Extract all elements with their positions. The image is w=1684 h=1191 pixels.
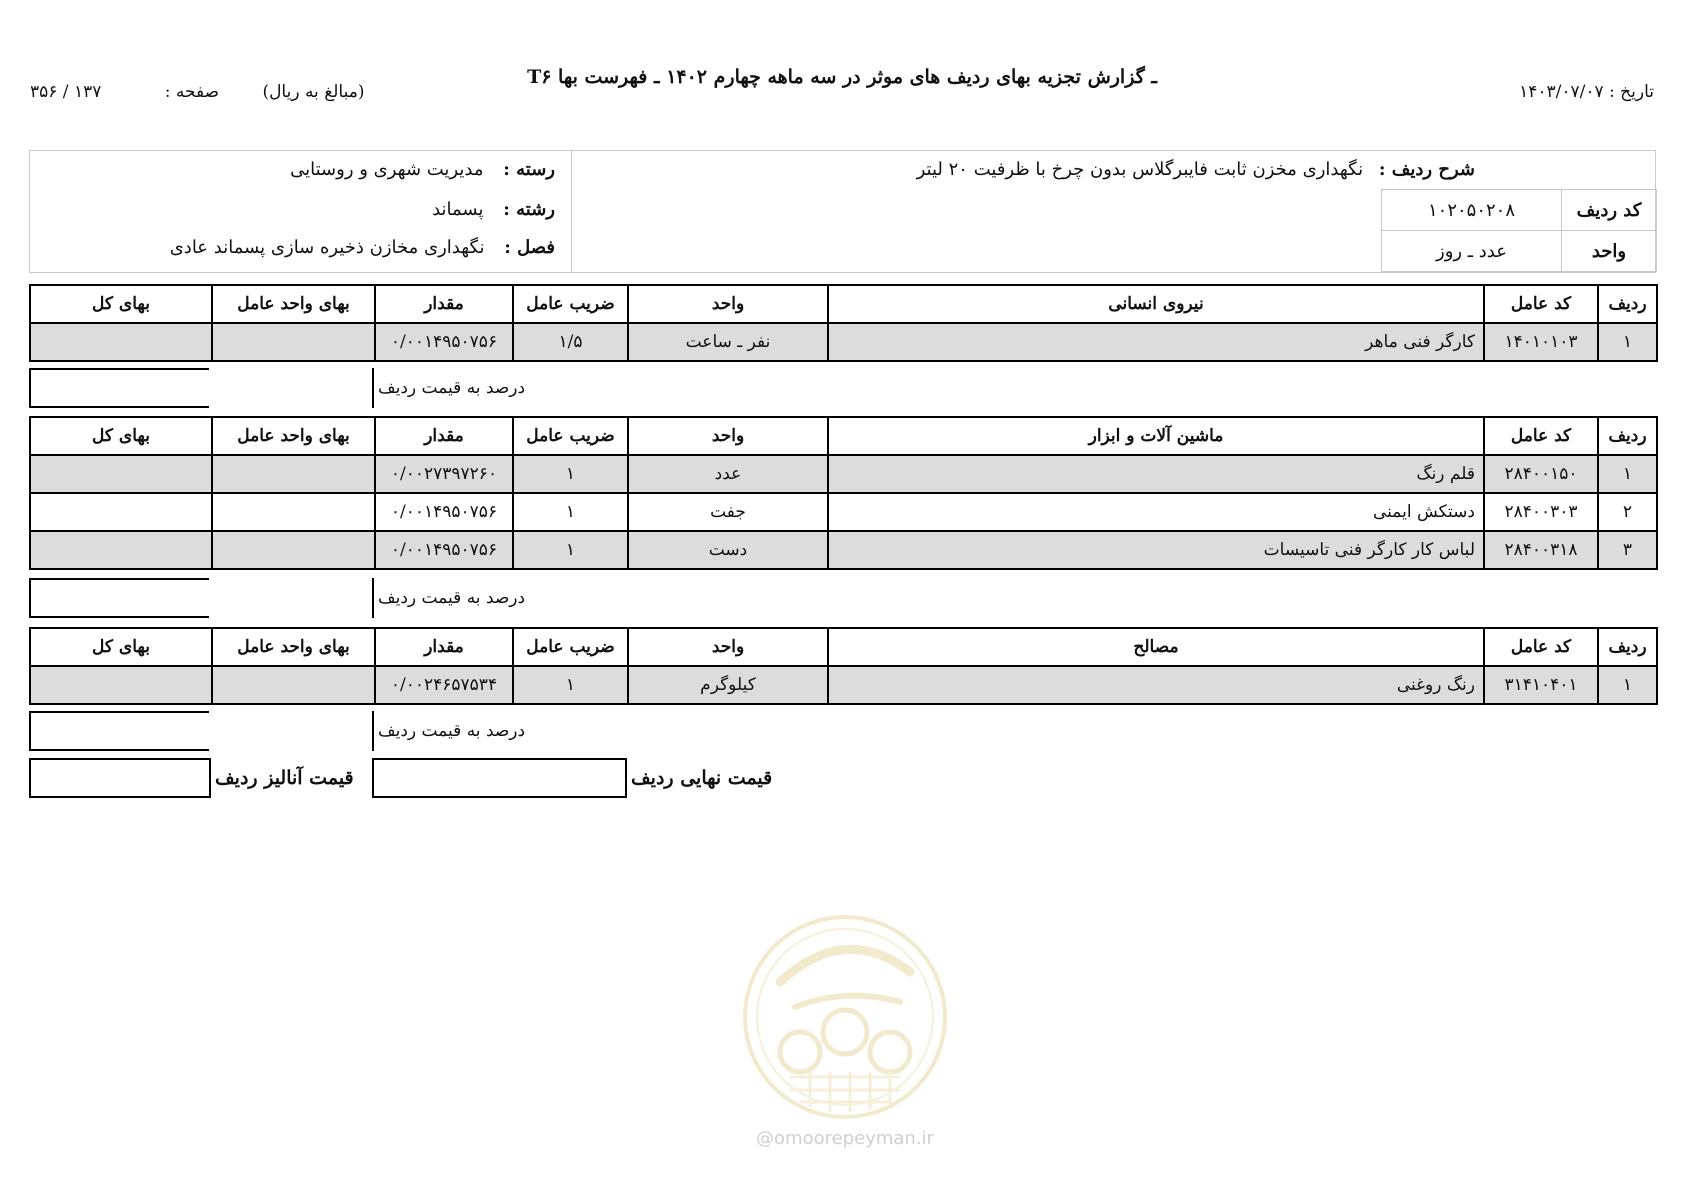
- cell-unit-price: [212, 666, 375, 704]
- col-coef: ضریب عامل: [513, 417, 628, 455]
- col-qty: مقدار: [375, 285, 513, 323]
- cell-row: ۱: [1598, 666, 1657, 704]
- table-header: [30, 285, 1657, 323]
- col-unit: واحد: [628, 628, 828, 666]
- cell-unit: دست: [628, 531, 828, 569]
- col-total: بهای کل: [30, 628, 212, 666]
- percent-label-machinery: درصد به قیمت ردیف: [378, 588, 526, 608]
- section-title: مصالح: [828, 628, 1484, 666]
- col-unit: واحد: [628, 417, 828, 455]
- page-info: [30, 82, 364, 102]
- cell-code: ۱۴۰۱۰۱۰۳: [1484, 323, 1598, 361]
- cell-unit-price: [212, 531, 375, 569]
- sum-divider-labour: [209, 368, 374, 408]
- cell-code: ۳۱۴۱۰۴۰۱: [1484, 666, 1598, 704]
- sum-divider-machinery: [209, 578, 374, 618]
- col-row: ردیف: [1598, 285, 1657, 323]
- col-code: کد عامل: [1484, 628, 1598, 666]
- section-title: ماشین آلات و ابزار: [828, 417, 1484, 455]
- chapter-label: فصل :: [504, 237, 555, 258]
- sum-box-labour: [29, 368, 211, 408]
- field-label: رشته :: [503, 199, 555, 220]
- col-code: کد عامل: [1484, 417, 1598, 455]
- cell-unit-price: [212, 455, 375, 493]
- chapter: [170, 237, 555, 258]
- page-label: صفحه :: [164, 82, 220, 102]
- chapter-value: نگهداری مخازن ذخیره سازی پسماند عادی: [169, 237, 485, 258]
- col-coef: ضریب عامل: [513, 628, 628, 666]
- cell-total: [30, 493, 212, 531]
- page-number: ۱۳۷ / ۳۵۶: [30, 82, 102, 102]
- table-row: [30, 493, 1657, 531]
- cell-row: ۳: [1598, 531, 1657, 569]
- table-header: [30, 417, 1657, 455]
- table-row: [30, 531, 1657, 569]
- cell-coef: ۱: [513, 666, 628, 704]
- sum-divider-materials: [209, 711, 374, 751]
- row-code-label: کد ردیف: [1561, 189, 1657, 231]
- col-unit-price: بهای واحد عامل: [212, 628, 375, 666]
- cell-total: [30, 666, 212, 704]
- percent-label-materials: درصد به قیمت ردیف: [378, 721, 526, 741]
- cell-total: [30, 531, 212, 569]
- cell-row: ۱: [1598, 323, 1657, 361]
- amounts-note: (مبالغ به ریال): [262, 82, 365, 102]
- row-desc-label: شرح ردیف :: [1378, 159, 1475, 180]
- cell-total: [30, 455, 212, 493]
- cell-unit-price: [212, 323, 375, 361]
- cell-coef: ۱/۵: [513, 323, 628, 361]
- analysis-price-box: [29, 758, 211, 798]
- cell-row: ۱: [1598, 455, 1657, 493]
- category-label: رسته :: [503, 159, 555, 180]
- cell-name: لباس کار کارگر فنی تاسیسات: [828, 531, 1484, 569]
- col-row: ردیف: [1598, 628, 1657, 666]
- row-code-value: ۱۰۲۰۵۰۲۰۸: [1381, 189, 1562, 231]
- table-header: [30, 628, 1657, 666]
- row-desc-value: نگهداری مخزن ثابت فایبرگلاس بدون چرخ با ظرفیت ۲۰ لیتر: [916, 159, 1364, 180]
- section-title: نیروی انسانی: [828, 285, 1484, 323]
- cell-coef: ۱: [513, 493, 628, 531]
- report-date: [1519, 82, 1654, 102]
- watermark-seal-icon: [740, 912, 950, 1122]
- cell-name: رنگ روغنی: [828, 666, 1484, 704]
- unit-value: عدد ـ روز: [1381, 230, 1562, 272]
- cell-unit: جفت: [628, 493, 828, 531]
- final-price-box: [372, 758, 627, 798]
- info-divider: [571, 151, 572, 272]
- cell-name: کارگر فنی ماهر: [828, 323, 1484, 361]
- category-value: مدیریت شهری و روستایی: [290, 159, 484, 180]
- materials-table: [29, 627, 1658, 705]
- cell-row: ۲: [1598, 493, 1657, 531]
- col-code: کد عامل: [1484, 285, 1598, 323]
- cell-unit-price: [212, 493, 375, 531]
- page-title: T۶ ـ گزارش تجزیه بهای ردیف های موثر در سه ماهه چهارم ۱۴۰۲ ـ فهرست بها: [527, 66, 1157, 88]
- cell-qty: ۰/۰۰۱۴۹۵۰۷۵۶: [375, 531, 513, 569]
- cell-code: ۲۸۴۰۰۱۵۰: [1484, 455, 1598, 493]
- col-qty: مقدار: [375, 628, 513, 666]
- row-description: [917, 159, 1475, 180]
- sum-box-materials: [29, 711, 211, 751]
- machinery-table: [29, 416, 1658, 570]
- sum-box-machinery: [29, 578, 211, 618]
- col-qty: مقدار: [375, 417, 513, 455]
- cell-unit: کیلوگرم: [628, 666, 828, 704]
- percent-label-labour: درصد به قیمت ردیف: [378, 378, 526, 398]
- cell-name: قلم رنگ: [828, 455, 1484, 493]
- cell-coef: ۱: [513, 531, 628, 569]
- cell-name: دستکش ایمنی: [828, 493, 1484, 531]
- row-info-box: [29, 150, 1656, 273]
- cell-unit: نفر ـ ساعت: [628, 323, 828, 361]
- col-total: بهای کل: [30, 285, 212, 323]
- cell-qty: ۰/۰۰۲۷۳۹۷۲۶۰: [375, 455, 513, 493]
- field: [432, 199, 555, 220]
- cell-qty: ۰/۰۰۱۴۹۵۰۷۵۶: [375, 493, 513, 531]
- date-label: تاریخ :: [1609, 82, 1654, 102]
- cell-total: [30, 323, 212, 361]
- cell-qty: ۰/۰۰۲۴۶۵۷۵۳۴: [375, 666, 513, 704]
- analysis-price-label: قیمت آنالیز ردیف: [215, 767, 354, 789]
- final-price-label: قیمت نهایی ردیف: [631, 767, 773, 789]
- cell-unit: عدد: [628, 455, 828, 493]
- table-row: [30, 666, 1657, 704]
- col-total: بهای کل: [30, 417, 212, 455]
- cell-qty: ۰/۰۰۱۴۹۵۰۷۵۶: [375, 323, 513, 361]
- col-unit-price: بهای واحد عامل: [212, 417, 375, 455]
- category: [290, 159, 555, 180]
- date-value: ۱۴۰۳/۰۷/۰۷: [1519, 82, 1604, 102]
- cell-coef: ۱: [513, 455, 628, 493]
- cell-code: ۲۸۴۰۰۳۱۸: [1484, 531, 1598, 569]
- field-value: پسماند: [432, 199, 484, 220]
- unit-label: واحد: [1561, 230, 1657, 272]
- labour-table: [29, 284, 1658, 362]
- col-row: ردیف: [1598, 417, 1657, 455]
- watermark-url: @omoorepeyman.ir: [756, 1128, 934, 1149]
- col-coef: ضریب عامل: [513, 285, 628, 323]
- col-unit: واحد: [628, 285, 828, 323]
- table-row: [30, 455, 1657, 493]
- cell-code: ۲۸۴۰۰۳۰۳: [1484, 493, 1598, 531]
- table-row: [30, 323, 1657, 361]
- col-unit-price: بهای واحد عامل: [212, 285, 375, 323]
